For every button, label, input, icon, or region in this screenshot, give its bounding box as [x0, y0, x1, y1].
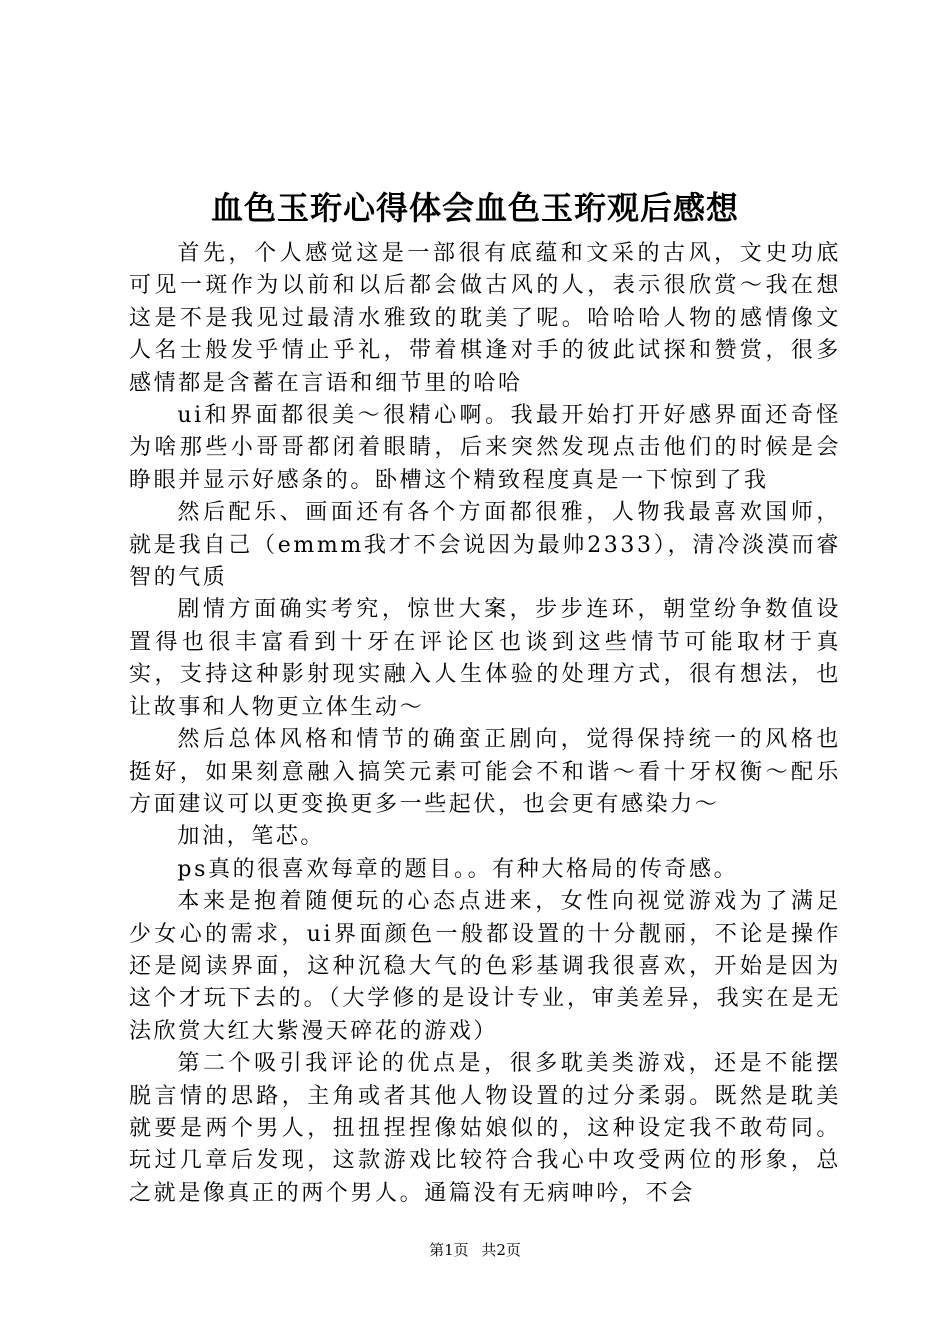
paragraph-7: ps真的很喜欢每章的题目。。有种大格局的传奇感。: [177, 856, 739, 882]
paragraph-1: 首先，个人感觉这是一部很有底蕴和文采的古风，文史功底可见一斑作为以前和以后都会做古风的人，表示很欣赏～我在想这是不是我见过最清水雅致的耽美了呢。哈哈哈人物的感情像文人名士般发乎情止乎礼，带着棋逢对手的彼此试探和赞赏，很多感情都是含蓄在言语和细节里的哈哈: [129, 241, 841, 396]
paragraph-2: ui和界面都很美～很精心啊。我最开始打开好感界面还奇怪为啥那些小哥哥都闭着眼睛，后来突然发现点击他们的时候是会睁眼并显示好感条的。卧槽这个精致程度真是一下惊到了我: [129, 403, 841, 493]
page-total: 共2页: [481, 1241, 521, 1259]
paragraph-8: 本来是抱着随便玩的心态点进来，女性向视觉游戏为了满足少女心的需求，ui界面颜色一般都设置的十分靓丽，不论是操作还是阅读界面，这种沉稳大气的色彩基调我很喜欢，开始是因为这个才玩下去的。（大学修的是设计专业，审美差异，我实在是无法欣赏大红大紫漫天碎花的游戏）: [129, 889, 841, 1044]
document-body: [129, 238, 841, 1210]
page-title: 血色玉珩心得体会血色玉珩观后感想: [210, 189, 739, 227]
page-number: 第1页: [429, 1241, 469, 1259]
paragraph-4: 剧情方面确实考究，惊世大案，步步连环，朝堂纷争数值设置得也很丰富看到十牙在评论区也谈到这些情节可能取材于真实，支持这种影射现实融入人生体验的处理方式，很有想法，也让故事和人物更立体生动～: [129, 597, 841, 720]
paragraph-6: 加油，笔芯。: [177, 824, 325, 850]
page-footer: [0, 1240, 950, 1260]
paragraph-3: 然后配乐、画面还有各个方面都很雅，人物我最喜欢国师，就是我自己（emmm我才不会说因为最帅2333），清冷淡漠而睿智的气质: [129, 500, 841, 591]
paragraph-9: 第二个吸引我评论的优点是，很多耽美类游戏，还是不能摆脱言情的思路，主角或者其他人物设置的过分柔弱。既然是耽美就要是两个男人，扭扭捏捏像姑娘似的，这种设定我不敢苟同。玩过几章后发现，这款游戏比较符合我心中攻受两位的形象，总之就是像真正的两个男人。通篇没有无病呻吟，不会: [129, 1051, 841, 1206]
paragraph-5: 然后总体风格和情节的确蛮正剧向，觉得保持统一的风格也挺好，如果刻意融入搞笑元素可能会不和谐～看十牙权衡～配乐方面建议可以更变换更多一些起伏，也会更有感染力～: [129, 727, 841, 817]
